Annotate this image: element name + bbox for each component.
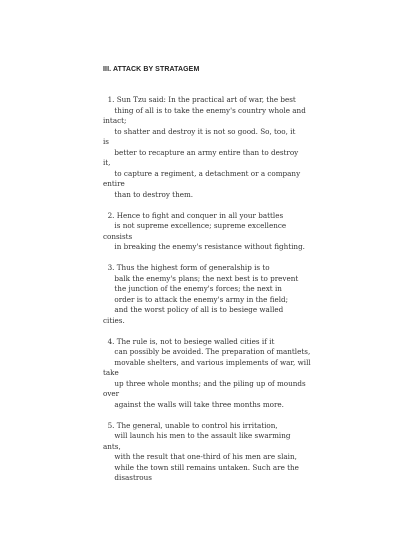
paragraph-line: cities. <box>103 315 125 325</box>
paragraph-line: order is to attack the enemy's army in the field; <box>103 294 289 304</box>
paragraph-line: consists <box>103 231 133 241</box>
paragraph-line: ants, <box>103 441 121 451</box>
paragraph-line: 4. The rule is, not to besiege walled cities if it <box>103 336 275 346</box>
chapter-heading: III. ATTACK BY STRATAGEM <box>103 66 200 73</box>
paragraph-line: take <box>103 368 119 377</box>
paragraph-line: in breaking the enemy's resistance without fighting. <box>103 242 305 251</box>
paragraph-line: entire <box>103 179 125 188</box>
paragraph-line: 3. Thus the highest form of generalship is to <box>103 263 270 272</box>
paragraph-2 <box>103 211 343 253</box>
paragraph-4 <box>103 337 343 411</box>
paragraph-line: the junction of the enemy's forces; the next in <box>103 284 282 293</box>
paragraph-line: intact; <box>103 116 127 125</box>
paragraph-3 <box>103 263 343 326</box>
paragraph-line: movable shelters, and various implements of war, will <box>103 357 311 367</box>
paragraph-line: 1. Sun Tzu said: In the practical art of war, the best <box>103 95 296 104</box>
paragraph-line: up three whole months; and the piling up of mounds <box>103 378 306 388</box>
paragraph-line: against the walls will take three months more. <box>103 399 284 409</box>
paragraph-line: to shatter and destroy it is not so good. So, too, it <box>103 126 296 136</box>
paragraph-line: balk the enemy's plans; the next best is to prevent <box>103 273 299 283</box>
paragraph-line: and the worst policy of all is to besiege walled <box>103 305 284 314</box>
paragraph-line: 5. The general, unable to control his irritation, <box>103 420 278 430</box>
paragraph-line: is <box>103 137 109 146</box>
paragraph-line: 2. Hence to fight and conquer in all your battles <box>103 210 284 220</box>
paragraph-line: disastrous <box>103 473 152 482</box>
paragraph-line: than to destroy them. <box>103 189 194 199</box>
paragraph-line: thing of all is to take the enemy's country whole and <box>103 105 306 115</box>
paragraph-line: while the town still remains untaken. Such are the <box>103 462 299 472</box>
paragraph-line: with the result that one-third of his men are slain, <box>103 452 297 461</box>
paragraph-line: can possibly be avoided. The preparation of mantlets, <box>103 347 311 356</box>
paragraph-5 <box>103 421 343 484</box>
paragraph-line: is not supreme excellence; supreme excellence <box>103 221 287 230</box>
paragraph-line: it, <box>103 158 111 167</box>
paragraph-1 <box>103 95 343 200</box>
chapter-body <box>103 95 343 544</box>
paragraph-line: will launch his men to the assault like swarming <box>103 431 291 440</box>
paragraph-line: better to recapture an army entire than to destroy <box>103 147 299 157</box>
paragraph-line: to capture a regiment, a detachment or a company <box>103 168 301 178</box>
paragraph-line: over <box>103 389 120 398</box>
